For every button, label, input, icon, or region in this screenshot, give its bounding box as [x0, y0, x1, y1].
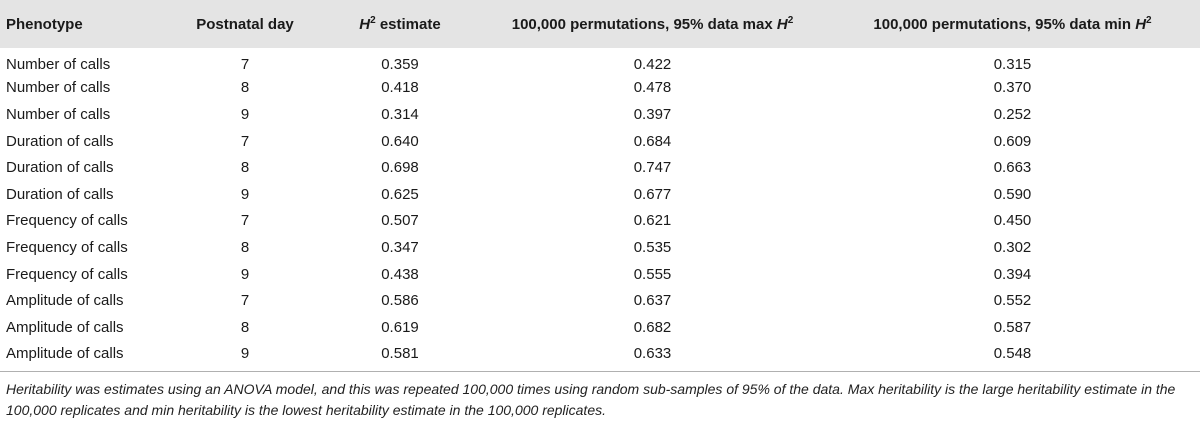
- table-row: [0, 341, 1200, 368]
- min-h2-cell: 0.663: [993, 159, 1032, 177]
- h-superscript: 2: [1146, 14, 1152, 26]
- max-h2-cell: 0.677: [633, 185, 672, 203]
- min-h2-cell: 0.548: [993, 345, 1032, 363]
- h2-estimate-cell: 0.418: [381, 79, 419, 97]
- phenotype-cell: Amplitude of calls: [6, 345, 124, 363]
- h2-estimate-cell: 0.347: [381, 238, 419, 256]
- table-row: [0, 75, 1200, 102]
- h2-estimate-cell: 0.314: [381, 105, 419, 123]
- min-h2-cell: 0.394: [993, 265, 1032, 283]
- table-row: [0, 128, 1200, 155]
- h-superscript: 2: [787, 14, 794, 26]
- table-row: [0, 287, 1200, 314]
- max-h2-cell: 0.621: [633, 212, 672, 230]
- table-footnote: Heritability was estimates using an ANOVA model, and this was repeated 100,000 times using random sub-samples of 95% of the data. Max heritability is the large heritability estimate in the 100,000 replicates and min heritability is the lowest heritability estimate in the 100,000 replicates.: [6, 381, 1176, 419]
- postnatal-day-cell: 7: [240, 55, 250, 73]
- max-h2-cell: 0.682: [633, 318, 672, 336]
- h2-estimate-cell: 0.640: [381, 132, 419, 150]
- h2-estimate-cell: 0.438: [381, 265, 419, 283]
- min-h2-cell: 0.552: [993, 292, 1032, 310]
- postnatal-day-cell: 9: [240, 105, 250, 123]
- postnatal-day-cell: 8: [240, 159, 250, 177]
- h2-estimate-cell: 0.698: [381, 159, 419, 177]
- postnatal-day-cell: 9: [240, 265, 250, 283]
- phenotype-cell: Frequency of calls: [6, 238, 128, 256]
- h-symbol: H: [359, 15, 371, 33]
- phenotype-cell: Duration of calls: [6, 159, 114, 177]
- max-text: 100,000 permutations, 95% data max: [511, 15, 777, 33]
- postnatal-day-cell: 8: [240, 238, 250, 256]
- max-h2-cell: 0.747: [633, 159, 672, 177]
- phenotype-cell: Amplitude of calls: [6, 318, 124, 336]
- max-h2-cell: 0.684: [633, 132, 672, 150]
- header-phenotype: Phenotype: [6, 15, 83, 33]
- min-h2-cell: 0.315: [993, 55, 1032, 73]
- table-row: [0, 234, 1200, 261]
- h2-estimate-cell: 0.581: [381, 345, 419, 363]
- max-h2-cell: 0.555: [633, 265, 672, 283]
- phenotype-cell: Number of calls: [6, 105, 111, 123]
- table-row: [0, 208, 1200, 235]
- postnatal-day-cell: 7: [240, 292, 250, 310]
- h2-estimate-cell: 0.619: [381, 318, 419, 336]
- header-max-h2: [480, 0, 825, 48]
- phenotype-cell: Duration of calls: [6, 185, 114, 203]
- header-row: [0, 0, 1200, 48]
- table-row: [0, 154, 1200, 181]
- header-h2-estimate: [320, 0, 480, 48]
- max-h2-cell: 0.397: [633, 105, 672, 123]
- h2-estimate-cell: 0.625: [381, 185, 419, 203]
- max-h2-cell: 0.478: [633, 79, 672, 97]
- max-h2-cell: 0.637: [633, 292, 672, 310]
- min-h2-cell: 0.590: [993, 185, 1032, 203]
- phenotype-cell: Number of calls: [6, 55, 111, 73]
- table-header: [0, 0, 1200, 48]
- min-h2-cell: 0.609: [993, 132, 1032, 150]
- postnatal-day-cell: 7: [240, 132, 250, 150]
- postnatal-day-cell: 7: [240, 212, 250, 230]
- phenotype-cell: Amplitude of calls: [6, 292, 124, 310]
- phenotype-cell: Number of calls: [6, 79, 111, 97]
- max-h2-cell: 0.422: [633, 55, 672, 73]
- header-min-h2: [825, 0, 1200, 48]
- header-postnatal-day: Postnatal day: [196, 15, 294, 33]
- max-h2-cell: 0.535: [633, 238, 672, 256]
- estimate-text: estimate: [375, 15, 441, 33]
- table-row: [0, 314, 1200, 341]
- h2-estimate-cell: 0.586: [381, 292, 419, 310]
- min-h2-cell: 0.370: [993, 79, 1032, 97]
- postnatal-day-cell: 8: [240, 318, 250, 336]
- max-h2-cell: 0.633: [633, 345, 672, 363]
- phenotype-cell: Duration of calls: [6, 132, 114, 150]
- phenotype-cell: Frequency of calls: [6, 265, 128, 283]
- table-row: [0, 101, 1200, 128]
- min-h2-cell: 0.252: [993, 105, 1032, 123]
- phenotype-cell: Frequency of calls: [6, 212, 128, 230]
- postnatal-day-cell: 8: [240, 79, 250, 97]
- h-symbol: H: [776, 15, 788, 33]
- min-text: 100,000 permutations, 95% data min: [873, 15, 1136, 33]
- h-superscript: 2: [370, 14, 376, 26]
- min-h2-cell: 0.450: [993, 212, 1032, 230]
- h2-estimate-cell: 0.507: [381, 212, 419, 230]
- table-row: [0, 181, 1200, 208]
- table-body: [0, 48, 1200, 367]
- h-symbol: H: [1135, 15, 1147, 33]
- postnatal-day-cell: 9: [240, 185, 250, 203]
- postnatal-day-cell: 9: [240, 345, 250, 363]
- min-h2-cell: 0.302: [993, 238, 1032, 256]
- table-row: [0, 48, 1200, 75]
- table-row: [0, 261, 1200, 288]
- min-h2-cell: 0.587: [993, 318, 1032, 336]
- h2-estimate-cell: 0.359: [381, 55, 419, 73]
